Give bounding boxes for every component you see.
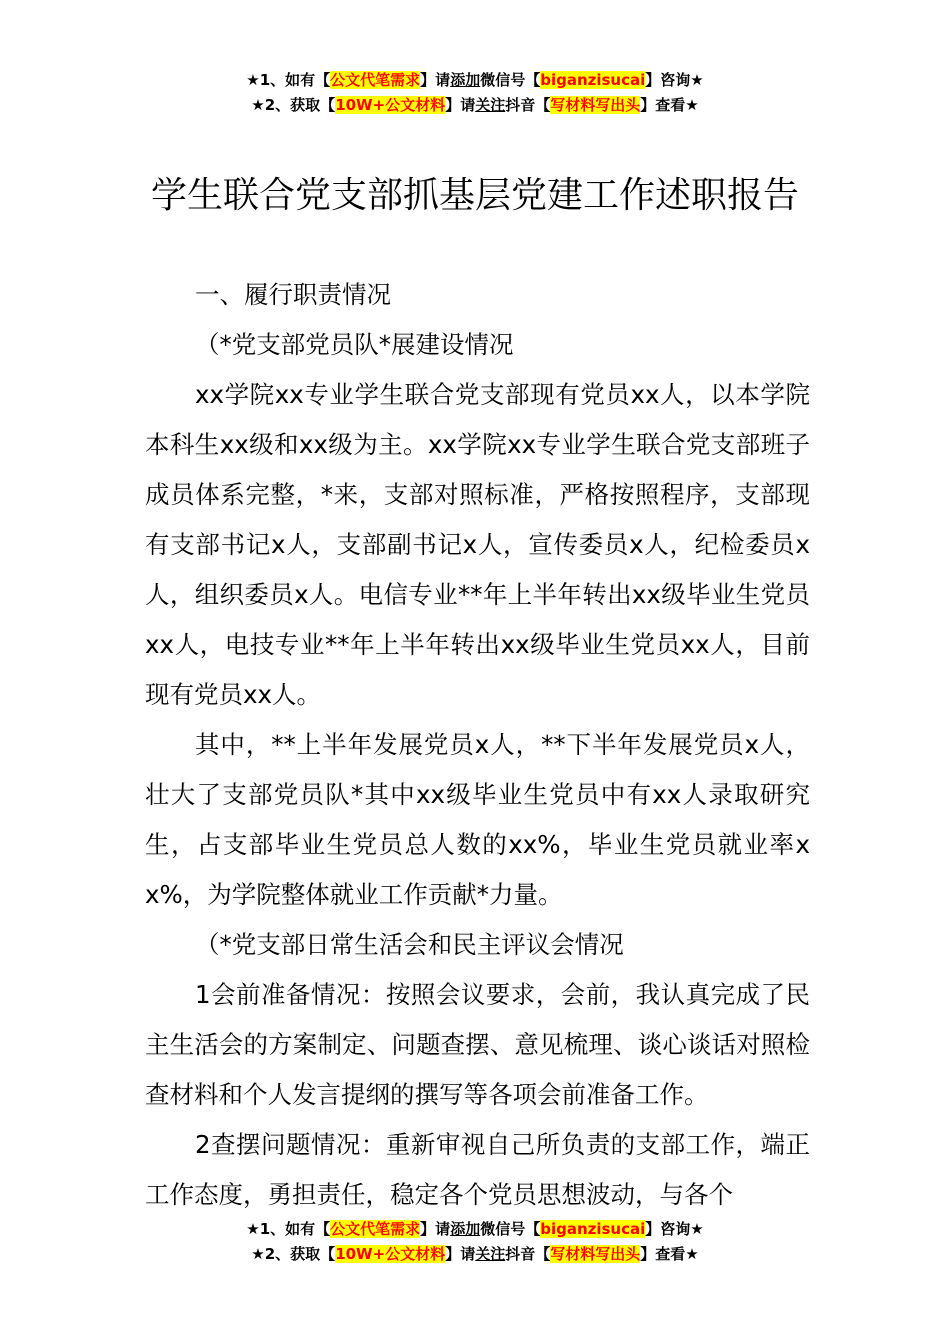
notice-text: 】请	[445, 96, 476, 114]
notice-underline: 关注	[475, 1245, 506, 1263]
notice-text: 】查看★	[640, 96, 699, 114]
bottom-notice	[0, 1217, 950, 1267]
paragraph: 1会前准备情况：按照会议要求，会前，我认真完成了民主生活会的方案制定、问题查摆、意见梳理、谈心谈话对照检查材料和个人发言提纲的撰写等各项会前准备工作。	[145, 980, 810, 1109]
notice-highlight: 公文代笔需求	[330, 1220, 421, 1238]
notice-text: 】咨询★	[645, 1220, 704, 1238]
notice-highlight: 写材料写出头	[550, 96, 641, 114]
notice-highlight: 公文代笔需求	[330, 71, 421, 89]
notice-highlight: 10W+公文材料	[335, 96, 446, 114]
notice-text: 】请	[420, 71, 451, 89]
notice-highlight: biganzisucai	[540, 1220, 646, 1238]
document-body	[145, 270, 810, 1220]
paragraph: 2查摆问题情况：重新审视自己所负责的支部工作，端正工作态度，勇担责任，稳定各个党员思想波动，与各个	[145, 1130, 810, 1209]
notice-text: 微信号【	[480, 71, 541, 89]
paragraph: xx学院xx专业学生联合党支部现有党员xx人，以本学院本科生xx级和xx级为主。xx学院xx专业学生联合党支部班子成员体系完整，*来，支部对照标准，严格按照程序，支部现有支部书记x人，支部副书记x人，宣传委员x人，纪检委员x人，组织委员x人。电信专业**年上半年转出xx级毕业生党员xx人，电技专业**年上半年转出xx级毕业生党员xx人，目前现有党员xx人。	[145, 380, 810, 709]
notice-text: 微信号【	[480, 1220, 541, 1238]
notice-text: ★2、获取【	[251, 96, 336, 114]
paragraph: （*党支部党员队*展建设情况	[195, 330, 514, 359]
notice-line-1	[0, 68, 950, 93]
notice-underline: 添加	[450, 1220, 481, 1238]
notice-text: 】查看★	[640, 1245, 699, 1263]
notice-highlight: 写材料写出头	[550, 1245, 641, 1263]
notice-line-1	[0, 1217, 950, 1242]
paragraph: 一、履行职责情况	[195, 280, 391, 309]
notice-text: 】请	[445, 1245, 476, 1263]
notice-underline: 关注	[475, 96, 506, 114]
notice-text: 抖音【	[505, 96, 551, 114]
notice-text: ★2、获取【	[251, 1245, 336, 1263]
notice-text: 】咨询★	[645, 71, 704, 89]
notice-text: ★1、如有【	[246, 1220, 331, 1238]
notice-text: 抖音【	[505, 1245, 551, 1263]
notice-line-2	[0, 93, 950, 118]
notice-underline: 添加	[450, 71, 481, 89]
notice-line-2	[0, 1242, 950, 1267]
notice-highlight: biganzisucai	[540, 71, 646, 89]
document-title: 学生联合党支部抓基层党建工作述职报告	[150, 175, 799, 216]
notice-highlight: 10W+公文材料	[335, 1245, 446, 1263]
top-notice	[0, 68, 950, 118]
paragraph: （*党支部日常生活会和民主评议会情况	[195, 930, 624, 959]
notice-text: ★1、如有【	[246, 71, 331, 89]
notice-text: 】请	[420, 1220, 451, 1238]
paragraph: 其中，**上半年发展党员x人，**下半年发展党员x人，壮大了支部党员队*其中xx级毕业生党员中有xx人录取研究生，占支部毕业生党员总人数的xx%，毕业生党员就业率xx%，为学院整体就业工作贡献*力量。	[145, 730, 810, 909]
